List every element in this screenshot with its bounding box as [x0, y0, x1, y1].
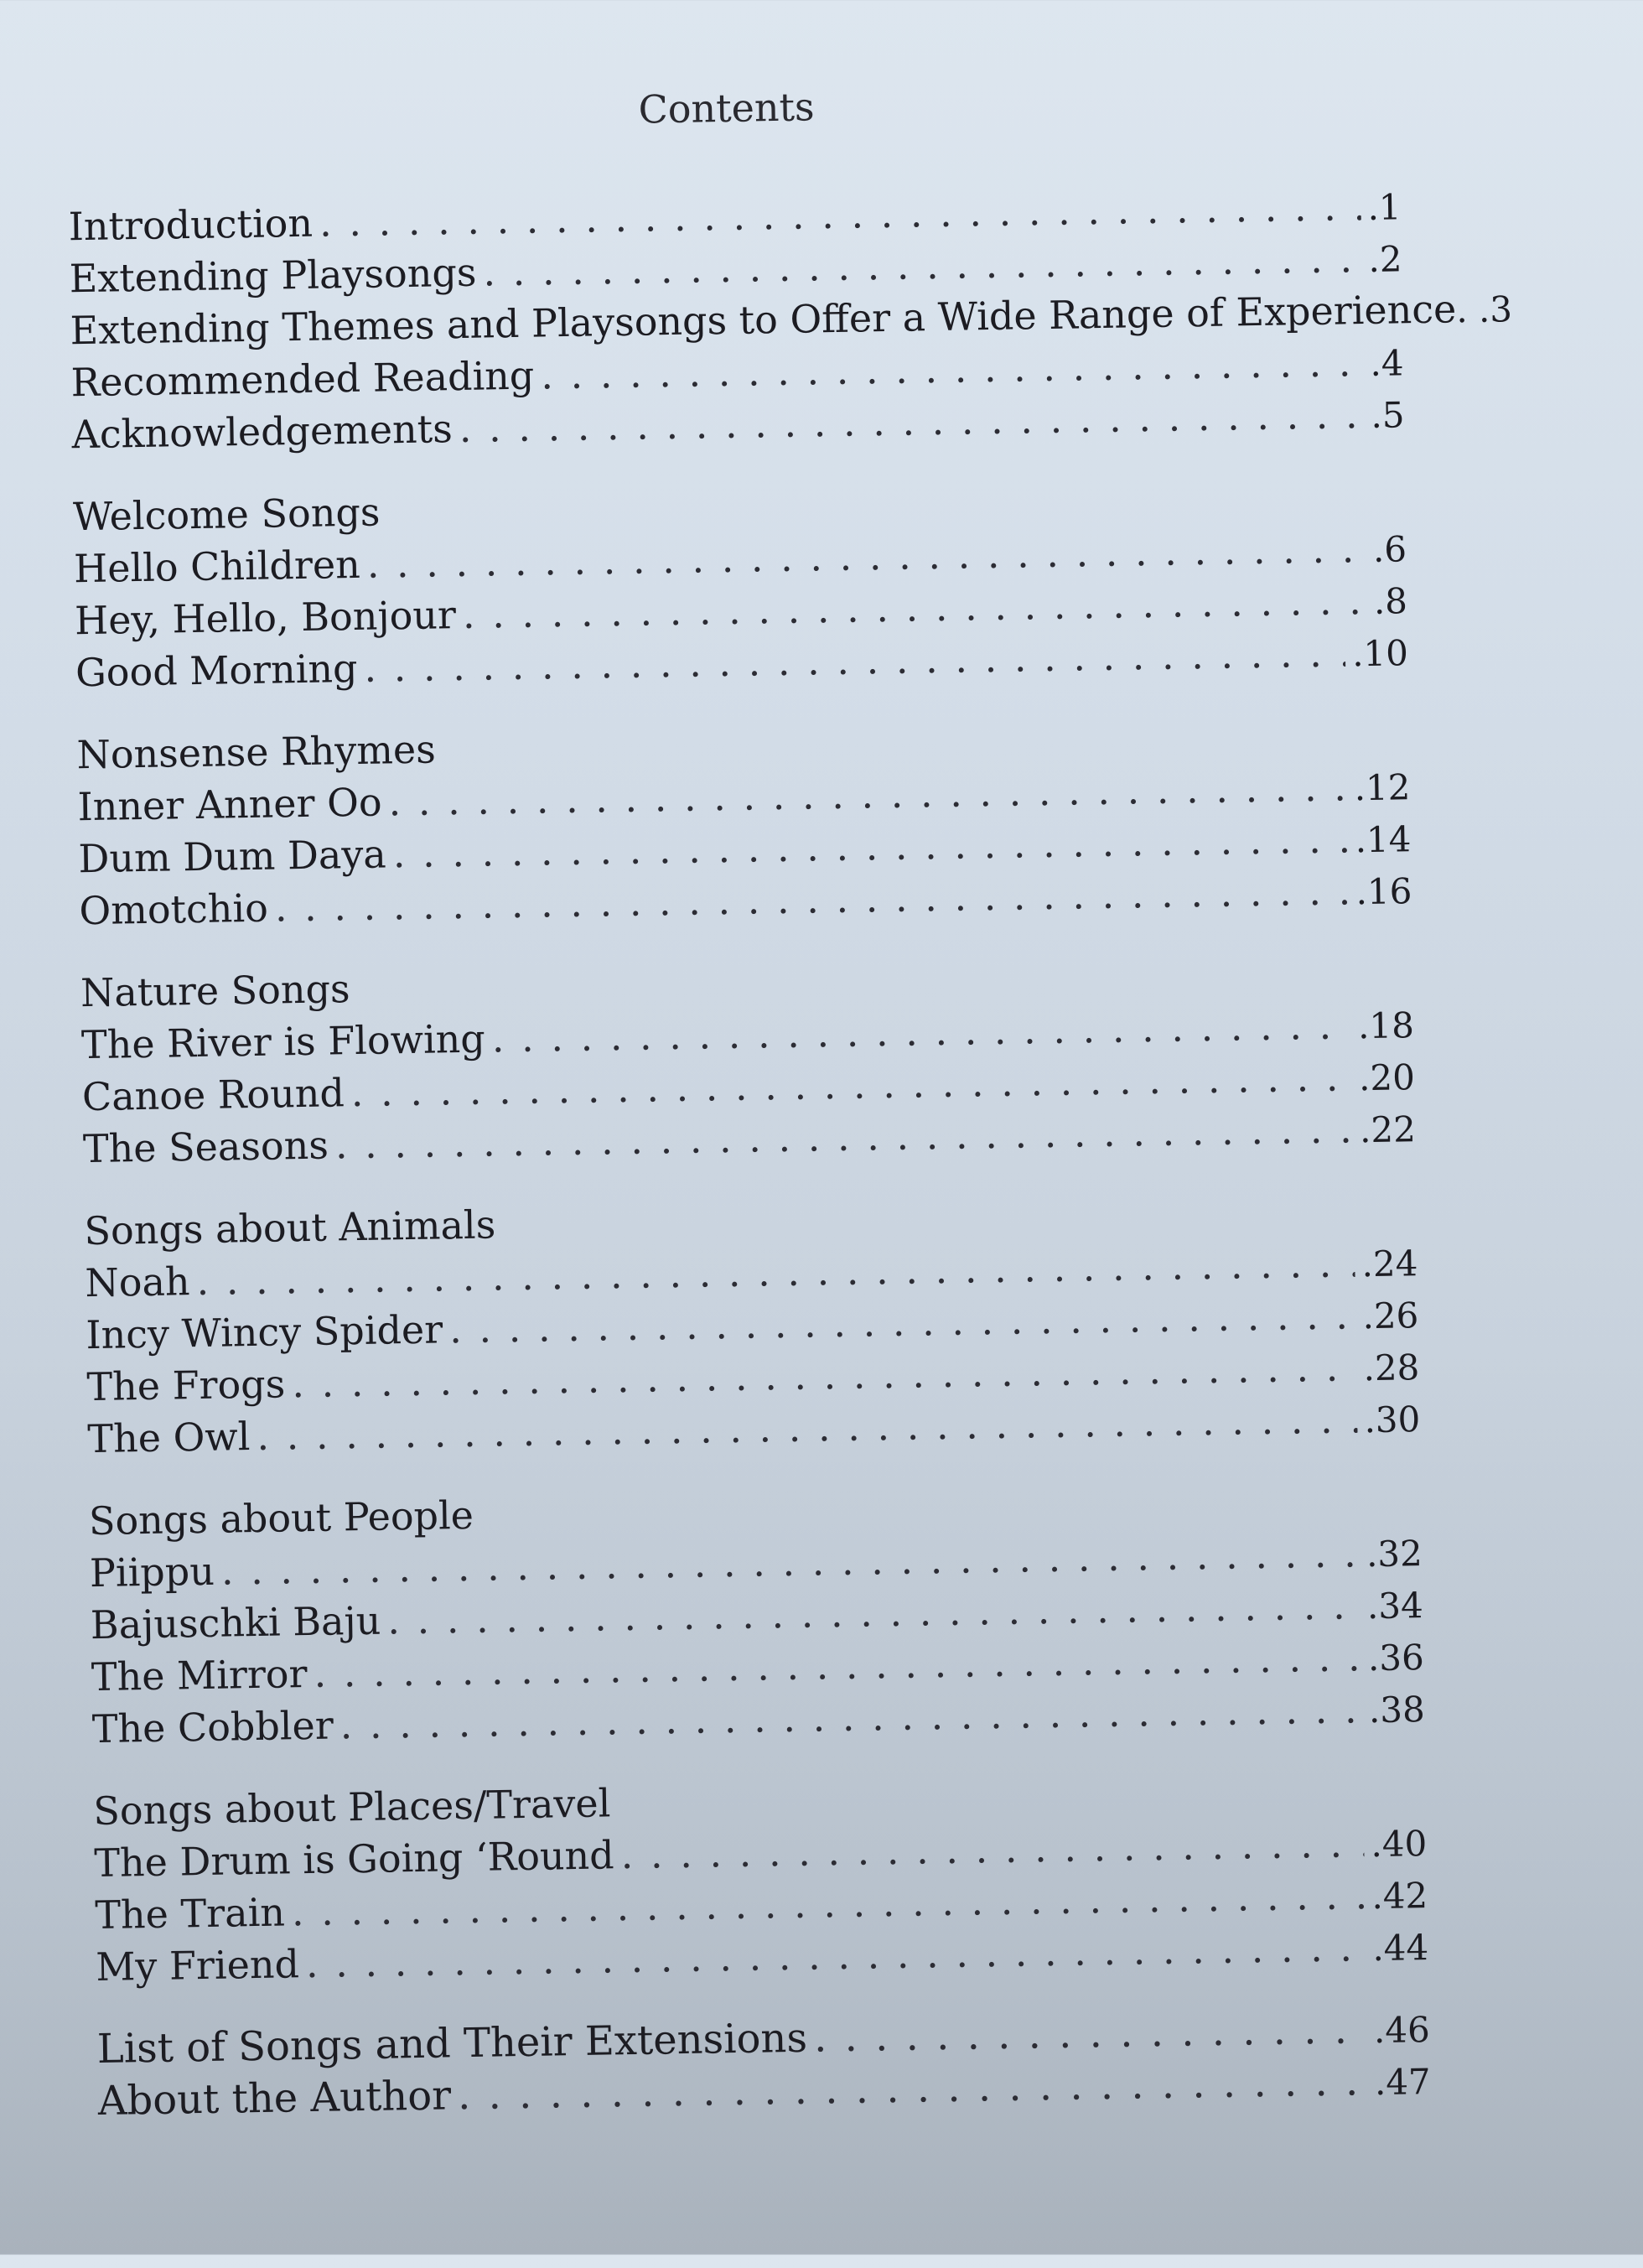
toc-entry-page: .32 [1366, 1533, 1423, 1575]
dot-leader [813, 2003, 1367, 2063]
section-heading: Welcome Songs [72, 489, 381, 540]
toc-section-songs-about-places-travel [93, 1764, 1429, 1993]
toc-entry-label: Hey, Hello, Bonjour [74, 592, 457, 644]
section-heading: Nature Songs [80, 966, 350, 1016]
toc-entry-label: The Mirror [91, 1651, 308, 1700]
toc-entry-label: The Seasons [82, 1122, 329, 1172]
toc-entry-page: .8 [1373, 580, 1408, 622]
toc-entry-page: .6 [1372, 528, 1407, 570]
toc-entry-page: .38 [1368, 1689, 1426, 1731]
toc-section-nonsense-rhymes [76, 708, 1412, 937]
toc-entry-label: The River is Flowing [80, 1015, 486, 1068]
toc-entry-page: .12 [1354, 766, 1411, 809]
toc-entry-page: .24 [1361, 1243, 1418, 1285]
toc-entry-page: .20 [1358, 1056, 1416, 1099]
toc-entry-page: .47 [1374, 2061, 1432, 2104]
toc-entry-label: Introduction [68, 200, 314, 250]
toc-entry-label: My Friend [95, 1941, 300, 1990]
toc-entry-label: The Cobbler [91, 1702, 334, 1752]
toc-entry-page: .22 [1359, 1108, 1417, 1151]
toc-entry-page: .5 [1370, 394, 1405, 436]
page-title: Contents [638, 84, 815, 132]
toc-entry-page: .10 [1351, 632, 1409, 675]
toc-entry-page: .1 [1367, 186, 1402, 228]
toc-entry-label: Extending Playsongs [69, 249, 477, 302]
toc-entry-page: .28 [1363, 1347, 1420, 1389]
toc-entry-label: Hello Children [73, 541, 361, 592]
toc-entry-page: .46 [1373, 2009, 1431, 2052]
toc-entry-page: .42 [1371, 1875, 1428, 1918]
toc-section-welcome-songs [73, 470, 1409, 698]
toc-entry-page: .18 [1357, 1004, 1415, 1047]
toc-entry-label: Piippu [89, 1548, 215, 1596]
toc-entry-label: Bajuschki Baju [90, 1597, 381, 1648]
toc-entry-page: .26 [1362, 1295, 1419, 1337]
toc-entry-label: Dum Dum Daya [78, 831, 387, 882]
table-of-contents [68, 179, 1513, 2157]
section-heading: Nonsense Rhymes [76, 726, 437, 778]
toc-section-nature-songs [80, 946, 1417, 1175]
section-heading: Songs about Places/Travel [92, 1780, 611, 1835]
toc-entry-page: .40 [1371, 1823, 1428, 1866]
toc-entry-page: .30 [1364, 1399, 1421, 1441]
toc-entry-page: .36 [1367, 1637, 1425, 1679]
section-heading: Songs about Animals [84, 1201, 496, 1254]
toc-entry-page: .14 [1355, 818, 1412, 861]
toc-entry-label: About the Author [97, 2072, 452, 2125]
toc-entry-page: .44 [1371, 1927, 1429, 1970]
toc-entry-page: . .3 [1455, 288, 1513, 331]
toc-entry-label: The Drum is Going ‘Round [93, 1832, 615, 1887]
toc-closing-group [96, 2002, 1431, 2127]
toc-entry-label: List of Songs and Their Extensions [96, 2014, 808, 2073]
toc-entry-label: Incy Wincy Spider [86, 1306, 443, 1358]
toc-entry-label: Good Morning [75, 645, 358, 696]
toc-entry-label: Acknowledgements [71, 406, 454, 458]
toc-entry-label: Extending Themes and Playsongs to Offer a Wide Range of Experience [70, 286, 1457, 354]
toc-section-songs-about-people [88, 1474, 1425, 1755]
toc-entry-label: Omotchio [79, 885, 269, 934]
toc-entry-label: Noah [85, 1259, 190, 1306]
toc-intro-group [68, 179, 1513, 460]
toc-entry-page: .4 [1370, 342, 1404, 384]
toc-entry-label: Inner Anner Oo [77, 779, 382, 830]
toc-entry-label: Recommended Reading [70, 352, 535, 406]
toc-entry-page: .34 [1366, 1585, 1424, 1627]
toc-entry-label: The Frogs [86, 1361, 286, 1410]
toc-entry-page: .16 [1355, 870, 1412, 913]
section-heading: Songs about People [88, 1492, 474, 1544]
toc-section-songs-about-animals [84, 1184, 1421, 1465]
toc-entry-label: Canoe Round [81, 1070, 345, 1120]
toc-entry-page: .2 [1368, 238, 1402, 280]
toc-entry-label: The Owl [87, 1414, 251, 1462]
toc-entry-label: The Train [94, 1889, 286, 1938]
